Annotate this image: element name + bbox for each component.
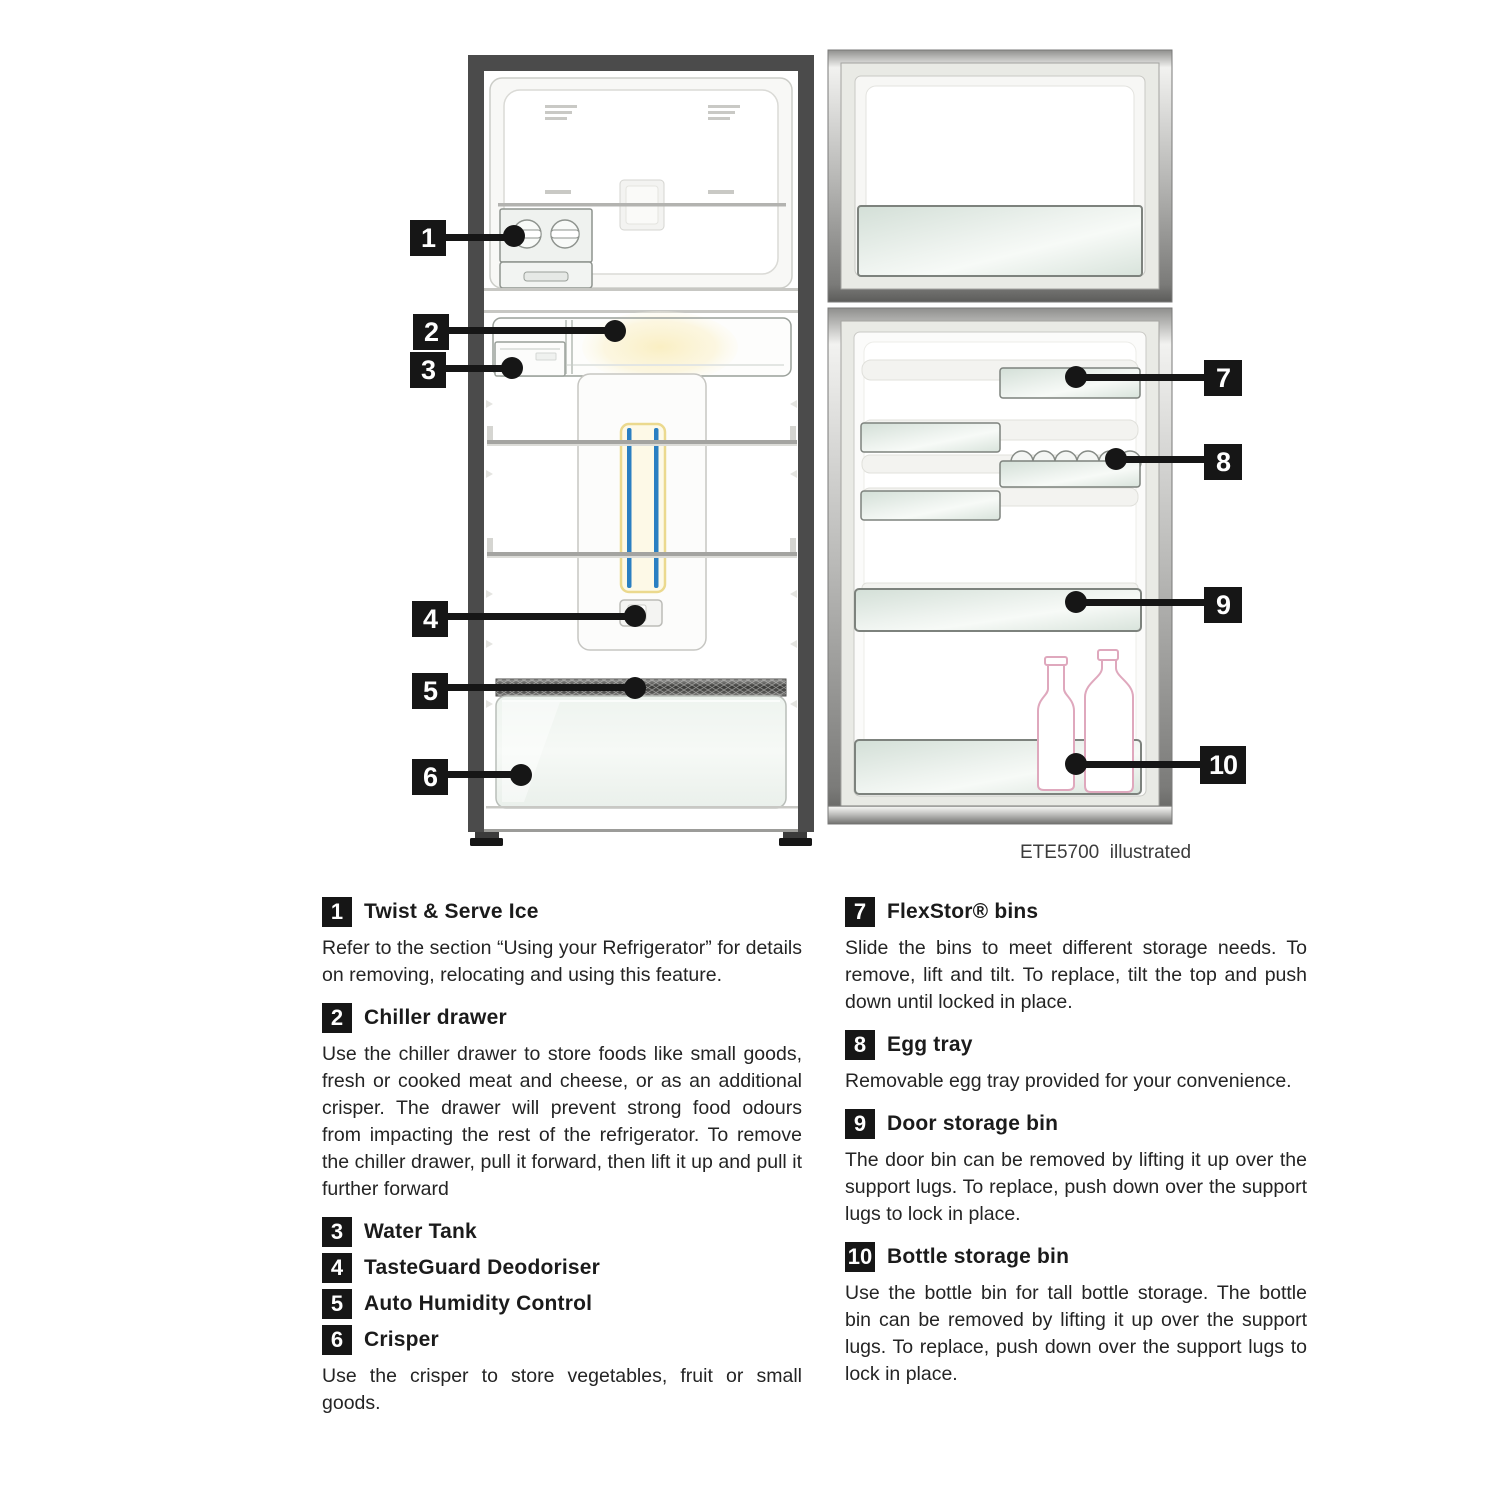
callout-4-dot: [624, 605, 646, 627]
legend-item-chiller-drawer: [322, 1003, 802, 1203]
callout-8-dot: [1105, 448, 1127, 470]
legend-title-6: Crisper: [364, 1328, 439, 1351]
legend-num-1: 1: [322, 897, 352, 927]
legend-item-crisper: [322, 1325, 802, 1417]
freezer-door: [828, 50, 1172, 302]
fridge-cabinet-open: [468, 55, 814, 846]
legend-body-9: The door bin can be removed by lifting it up over the support lugs. To replace, push down over the support lugs to lock in place.: [845, 1149, 1307, 1225]
callout-9-dot: [1065, 591, 1087, 613]
legend-item-egg-tray: [845, 1030, 1307, 1095]
legend-num-8: 8: [845, 1030, 875, 1060]
callout-9-label: 9: [1204, 587, 1242, 623]
callout-4-label: 4: [412, 601, 448, 637]
legend-num-3: 3: [322, 1217, 352, 1247]
legend-title-1: Twist & Serve Ice: [364, 900, 539, 923]
legend-title-5: Auto Humidity Control: [364, 1292, 593, 1315]
legend-item-auto-humidity: [322, 1289, 802, 1319]
legend-item-flexstor-bins: [845, 897, 1307, 1016]
legend-title-2: Chiller drawer: [364, 1006, 507, 1029]
callout-2-dot: [604, 320, 626, 342]
legend-title-3: Water Tank: [364, 1220, 477, 1243]
legend-item-twist-serve-ice: [322, 897, 802, 989]
legend-left-column: [322, 891, 802, 1431]
fridge-door-bottom-trim: [828, 806, 1172, 824]
legend-body-1: Refer to the section “Using your Refrigerator” for details on removing, relocating and using this feature.: [322, 937, 802, 986]
callout-10-label: 10: [1200, 746, 1246, 784]
legend-title-10: Bottle storage bin: [887, 1245, 1070, 1268]
base-line: [486, 806, 798, 809]
callout-3-dot: [501, 357, 523, 379]
legend-num-7: 7: [845, 897, 875, 927]
freezer-shelf: [498, 203, 786, 207]
legend-title-4: TasteGuard Deodoriser: [364, 1256, 601, 1279]
water-line-left: [627, 428, 632, 588]
callout-1-label: 1: [410, 220, 446, 256]
legend-num-4: 4: [322, 1253, 352, 1283]
legend-title-7: FlexStor® bins: [887, 900, 1039, 923]
legend-right-column: [845, 891, 1307, 1402]
cabinet-bottom-edge: [484, 829, 798, 832]
callout-5-label: 5: [412, 673, 448, 709]
crisper-bin: [496, 696, 786, 808]
callout-7-dot: [1065, 366, 1087, 388]
callout-2-line: [449, 327, 615, 334]
water-line-right: [654, 428, 659, 588]
legend-title-8: Egg tray: [887, 1033, 973, 1056]
legend-body-7: Slide the bins to meet different storage needs. To remove, lift and tilt. To replace, tilt the top and push down until locked in place.: [845, 937, 1307, 1013]
legend-num-9: 9: [845, 1109, 875, 1139]
callout-5-line: [448, 684, 635, 691]
freezer-door-bin: [858, 206, 1142, 276]
callout-8-label: 8: [1204, 444, 1242, 480]
callout-7-line: [1076, 374, 1204, 381]
legend-num-5: 5: [322, 1289, 352, 1319]
freezer-compartment: [490, 78, 792, 288]
legend-item-door-storage-bin: [845, 1109, 1307, 1228]
callout-6-label: 6: [412, 759, 448, 795]
legend-num-6: 6: [322, 1325, 352, 1355]
legend-item-bottle-storage-bin: [845, 1242, 1307, 1388]
legend-num-2: 2: [322, 1003, 352, 1033]
callout-2-label: 2: [413, 314, 449, 350]
callout-7-label: 7: [1204, 360, 1242, 396]
callout-3-label: 3: [410, 352, 446, 388]
callout-10-dot: [1065, 753, 1087, 775]
legend-body-2: Use the chiller drawer to store foods like small goods, fresh or cooked meat and cheese, or as an additional crisper. The drawer will prevent strong food odours from impacting the rest of the refrigerator. To remove the chiller drawer, pull it forward, then lift it up and pull it further forward: [322, 1043, 802, 1200]
callout-1-dot: [503, 225, 525, 247]
fridge-feet: [470, 832, 812, 846]
callout-10-line: [1076, 761, 1200, 768]
callout-8-line: [1116, 456, 1204, 463]
callout-9-line: [1076, 599, 1204, 606]
legend-body-6: Use the crisper to store vegetables, fruit or small goods.: [322, 1365, 802, 1414]
twist-serve-ice-unit: [500, 209, 592, 288]
model-caption: ETE5700 illustrated: [1020, 842, 1192, 863]
callout-5-dot: [624, 677, 646, 699]
legend-num-10: 10: [845, 1242, 875, 1272]
compartment-divider: [484, 288, 798, 291]
legend-title-9: Door storage bin: [887, 1112, 1059, 1135]
callout-4-line: [448, 613, 635, 620]
flexstor-bin-left: [861, 423, 1000, 452]
flexstor-bin-lower-left: [861, 491, 1000, 520]
legend-body-10: Use the bottle bin for tall bottle storage. The bottle bin can be removed by lifting it up over the support lugs. To replace, push down over the support lugs to lock in place.: [845, 1282, 1307, 1385]
legend-item-tasteguard: [322, 1253, 802, 1283]
fridge-door: [828, 308, 1172, 824]
door-storage-bin: [855, 589, 1141, 631]
legend-item-water-tank: [322, 1217, 802, 1247]
legend-body-8: Removable egg tray provided for your convenience.: [845, 1070, 1292, 1092]
callout-6-dot: [510, 764, 532, 786]
